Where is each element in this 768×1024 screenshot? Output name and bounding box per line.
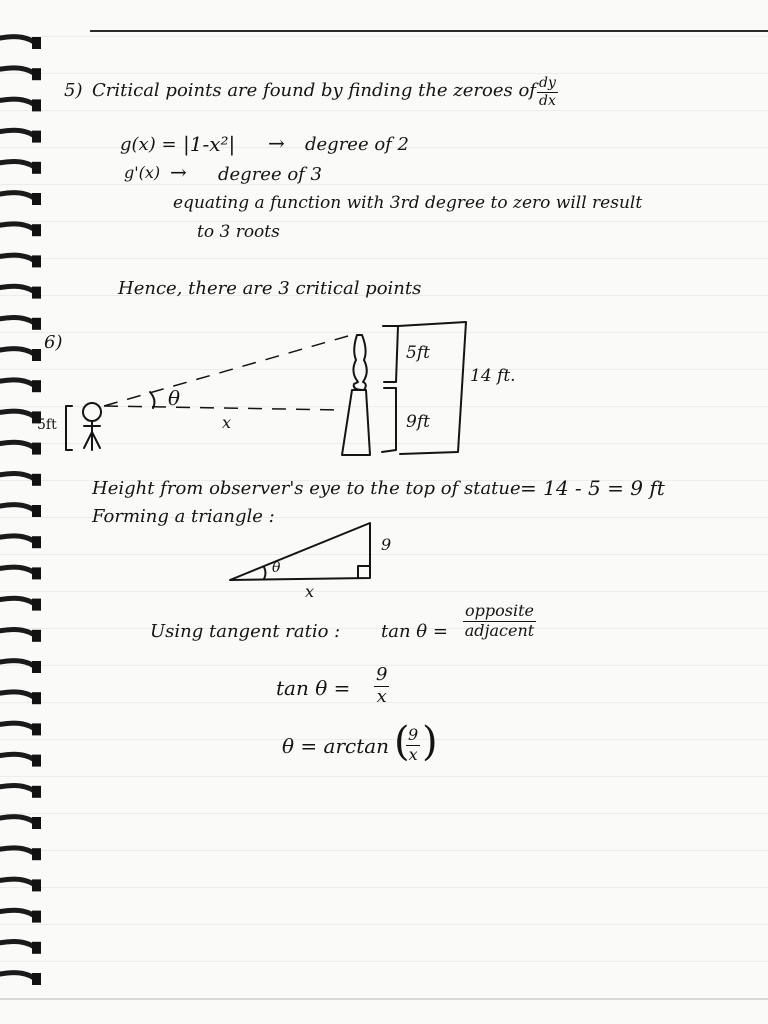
q5-number: 5) (64, 80, 83, 101)
statue-height-label: 5ft (406, 343, 430, 363)
arrow-icon: → (170, 160, 187, 184)
hence-conclusion: Hence, there are 3 critical points (118, 278, 422, 299)
spiral-ring (0, 68, 41, 80)
left-paren: ( (394, 719, 410, 765)
forming-triangle: Forming a triangle : (92, 506, 275, 527)
spiral-ring (0, 879, 41, 891)
adjacent-denominator: adjacent (464, 620, 535, 640)
q5-heading: Critical points are found by finding the zeroes of (92, 80, 536, 101)
spiral-ring (0, 37, 41, 49)
arctan-fraction (406, 727, 420, 764)
triangle-angle-label: θ (272, 560, 281, 576)
statue-diagram (0, 310, 768, 470)
spiral-ring (0, 754, 41, 766)
nine-numerator: 9 (376, 664, 388, 685)
pedestal (342, 390, 370, 455)
arrow-icon: → (268, 131, 285, 155)
spiral-ring (0, 161, 41, 173)
spiral-ring (0, 629, 41, 641)
page-bottom-rule (0, 998, 768, 1000)
g-degree: degree of 2 (305, 134, 410, 155)
spiral-ring (0, 99, 41, 111)
spiral-ring (0, 473, 41, 485)
nine-over-x (374, 666, 389, 707)
height-equation: = 14 - 5 = 9 ft (520, 476, 665, 500)
spiral-ring (0, 692, 41, 704)
spiral-ring (0, 723, 41, 735)
spiral-binding (0, 30, 46, 1000)
spiral-ring (0, 536, 41, 548)
spiral-ring (0, 848, 41, 860)
spiral-ring (0, 785, 41, 797)
x-denominator: x (376, 685, 387, 707)
total-height-bracket (398, 322, 466, 454)
pedestal-height-bracket (382, 388, 396, 452)
observer-bracket (66, 406, 72, 450)
spiral-ring (0, 193, 41, 205)
spiral-ring (0, 255, 41, 267)
q6-number: 6) (44, 332, 63, 353)
tan-theta-lhs: tan θ = (276, 676, 351, 700)
triangle-opposite-label: 9 (381, 535, 392, 554)
sight-line-top (104, 336, 348, 410)
angle-label: θ (168, 386, 181, 410)
spiral-ring (0, 224, 41, 236)
g-label: g(x) = (120, 134, 177, 155)
right-paren: ) (422, 719, 438, 765)
theta-arctan-lhs: θ = arctan (282, 734, 390, 758)
page-top-rule (90, 30, 768, 32)
g-prime-label: g'(x) (124, 163, 161, 182)
observer-height-label: 5ft (37, 417, 57, 433)
spiral-ring (0, 598, 41, 610)
sight-line-horizontal (104, 406, 342, 410)
equating-line-1: equating a function with 3rd degree to zero will result (173, 193, 643, 213)
spiral-ring (0, 505, 41, 517)
g-expression: |1-x²| (183, 132, 236, 156)
height-statement: Height from observer's eye to the top of statue (92, 478, 521, 499)
opposite-over-adjacent (463, 603, 536, 640)
opposite-numerator: opposite (465, 601, 534, 620)
pedestal-height-label: 9ft (406, 412, 430, 432)
observer-figure (83, 403, 101, 450)
spiral-ring (0, 130, 41, 142)
spiral-ring (0, 661, 41, 673)
statue-height-bracket (383, 326, 398, 382)
spiral-ring (0, 567, 41, 579)
g-prime-degree: degree of 3 (218, 164, 323, 185)
using-tangent-ratio: Using tangent ratio : (150, 621, 341, 642)
triangle-adjacent-label: x (305, 582, 315, 601)
spiral-ring (0, 973, 41, 985)
dy-numerator: dy (539, 75, 556, 91)
spiral-ring (0, 286, 41, 298)
arctan-denominator: x (408, 744, 418, 764)
total-height-label: 14 ft. (470, 366, 516, 386)
tan-definition-lhs: tan θ = (381, 621, 448, 642)
angle-arc (150, 392, 154, 408)
distance-label: x (222, 413, 232, 432)
spiral-ring (0, 817, 41, 829)
right-triangle (220, 515, 390, 590)
dy-dx-fraction (537, 76, 558, 108)
statue-figure (353, 335, 366, 390)
dx-denominator: dx (539, 92, 556, 109)
arctan-numerator: 9 (408, 725, 419, 744)
spiral-ring (0, 941, 41, 953)
equating-line-2: to 3 roots (197, 222, 280, 242)
spiral-ring (0, 910, 41, 922)
